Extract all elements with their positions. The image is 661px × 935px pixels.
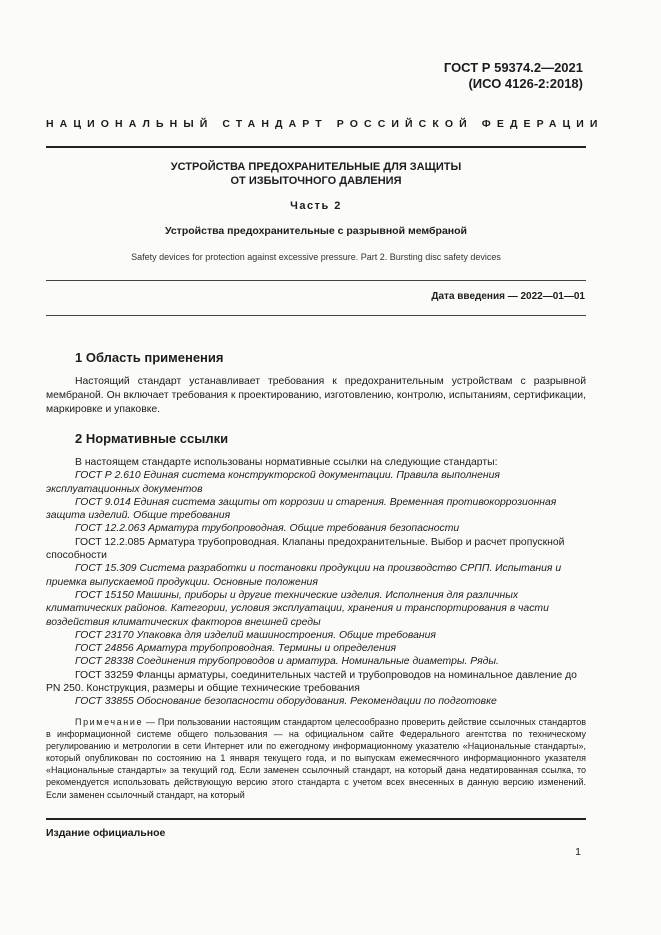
note-paragraph <box>46 716 586 801</box>
reference-item: ГОСТ 23170 Упаковка для изделий машиностроения. Общие требования <box>75 629 436 641</box>
reference-item: ГОСТ 33259 Фланцы арматуры, соединительных частей и трубопроводов на номинальное давление до PN 250. Конструкция, размеры и общие технические требования <box>46 669 577 695</box>
title-line-2: ОТ ИЗБЫТОЧНОГО ДАВЛЕНИЯ <box>230 175 402 187</box>
header-divider <box>46 146 586 148</box>
reference-item: ГОСТ 33855 Обоснование безопасности оборудования. Рекомендации по подготовке <box>75 696 497 708</box>
introduction-date: Дата введения — 2022—01—01 <box>431 291 585 302</box>
title-line-1: УСТРОЙСТВА ПРЕДОХРАНИТЕЛЬНЫЕ ДЛЯ ЗАЩИТЫ <box>170 161 462 173</box>
section-1-heading: 1 Область применения <box>75 350 224 365</box>
iso-number: (ИСО 4126-2:2018) <box>468 76 583 91</box>
document-code <box>444 60 583 92</box>
gost-number: ГОСТ Р 59374.2—2021 <box>443 60 583 75</box>
reference-item: ГОСТ 12.2.063 Арматура трубопроводная. Общие требования безопасности <box>75 523 460 535</box>
reference-item: ГОСТ 15.309 Система разработки и постановки продукции на производство СРПП. Испытания и приемка выпускаемой продукции. Основные положения <box>46 563 562 588</box>
official-edition-label: Издание официальное <box>46 827 166 839</box>
title-divider <box>46 280 586 281</box>
reference-item: ГОСТ 24856 Арматура трубопроводная. Термины и определения <box>75 643 397 655</box>
reference-item: ГОСТ 12.2.085 Арматура трубопроводная. Клапаны предохранительные. Выбор и расчет пропускной способности <box>46 536 565 562</box>
reference-item: ГОСТ Р 2.610 Единая система конструкторской документации. Правила выполнения эксплуатационных документов <box>46 470 500 495</box>
document-title <box>46 160 586 188</box>
date-divider <box>46 315 586 316</box>
part-subtitle: Устройства предохранительные с разрывной мембраной <box>164 225 468 237</box>
references-intro: В настоящем стандарте использованы нормативные ссылки на следующие стандарты: <box>75 457 498 468</box>
note-text: — При пользовании настоящим стандартом целесообразно проверить действие ссылочных стандартов в информационной системе общего пользования — на официальном сайте Федерального агентства по техническому регулированию и метрологии в сети Интернет или по ежегодному информационному указателю «Национальные стандарты», который опубликован по состоянию на 1 января текущего года, и по выпускам ежемесячного информационного указателя «Национальные стандарты» за текущий год. Если заменен ссылочный стандарт, на который дана недатированная ссылка, то рекомендуется использовать действующую версию этого стандарта с учетом всех внесенных в данную версию изменений. Если заменен ссылочный стандарт, на который <box>46 717 586 800</box>
reference-item: ГОСТ 9.014 Единая система защиты от коррозии и старения. Временная противокоррозионная защита изделий. Общие требования <box>46 496 557 522</box>
section-2-heading: 2 Нормативные ссылки <box>75 431 229 446</box>
english-title: Safety devices for protection against excessive pressure. Part 2. Bursting disc safety devices <box>131 252 501 262</box>
normative-references <box>46 456 586 709</box>
reference-item: ГОСТ 15150 Машины, приборы и другие технические изделия. Исполнения для различных климатических районов. Категории, условия эксплуатации, хранения и транспортирования в части воздействия климатических факторов внешней среды <box>46 589 549 628</box>
section-1-text: Настоящий стандарт устанавливает требования к предохранительным устройствам с разрывной мембраной. Он включает требования к проектированию, изготовлению, контролю, испытаниям, сертификации, маркировке и упаковке. <box>46 376 586 415</box>
page-number: 1 <box>575 846 581 858</box>
reference-item: ГОСТ 28338 Соединения трубопроводов и арматура. Номинальные диаметры. Ряды. <box>75 656 499 668</box>
national-standard-banner: НАЦИОНАЛЬНЫЙ СТАНДАРТ РОССИЙСКОЙ ФЕДЕРАЦИИ <box>46 118 604 130</box>
note-label: Примечание <box>75 717 144 727</box>
footer-divider <box>46 818 586 820</box>
part-label: Часть 2 <box>290 200 342 212</box>
